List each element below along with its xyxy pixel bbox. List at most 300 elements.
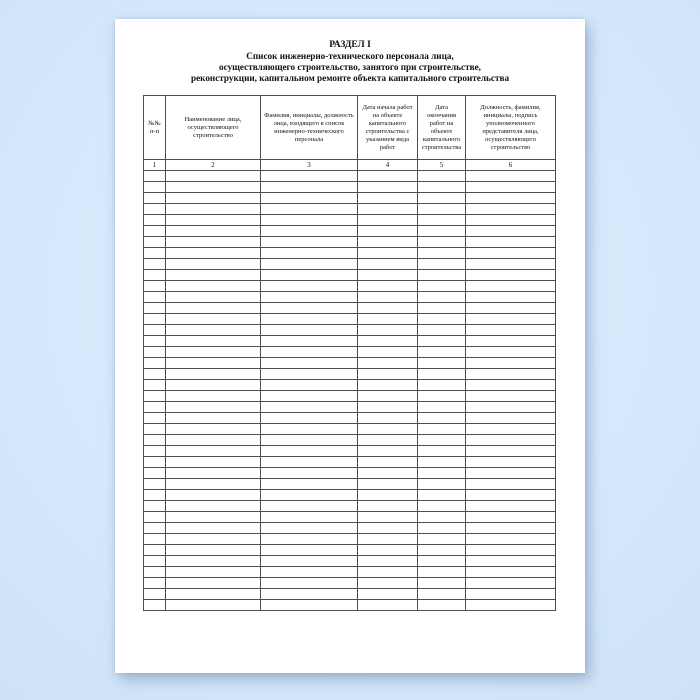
empty-cell bbox=[144, 325, 166, 336]
empty-cell bbox=[466, 534, 556, 545]
empty-cell bbox=[358, 468, 418, 479]
empty-cell bbox=[466, 446, 556, 457]
table-row bbox=[144, 479, 556, 490]
table-row bbox=[144, 303, 556, 314]
column-header-number: №№ п-п bbox=[144, 96, 166, 160]
empty-cell bbox=[466, 369, 556, 380]
empty-cell bbox=[144, 402, 166, 413]
column-number-cell: 6 bbox=[466, 160, 556, 171]
column-header-representative: Должность, фамилия, инициалы, подпись уполномоченного представителя лица, осуществляющего строительство bbox=[466, 96, 556, 160]
empty-cell bbox=[144, 578, 166, 589]
empty-cell bbox=[466, 523, 556, 534]
empty-cell bbox=[418, 248, 466, 259]
empty-cell bbox=[358, 369, 418, 380]
empty-cell bbox=[166, 314, 261, 325]
empty-cell bbox=[144, 369, 166, 380]
empty-cell bbox=[418, 215, 466, 226]
empty-cell bbox=[144, 534, 166, 545]
title-block bbox=[115, 40, 585, 84]
empty-cell bbox=[144, 435, 166, 446]
table-row bbox=[144, 468, 556, 479]
empty-cell bbox=[166, 589, 261, 600]
empty-cell bbox=[418, 270, 466, 281]
empty-cell bbox=[166, 182, 261, 193]
empty-cell bbox=[418, 556, 466, 567]
empty-cell bbox=[144, 479, 166, 490]
empty-cell bbox=[418, 424, 466, 435]
table-row bbox=[144, 457, 556, 468]
empty-cell bbox=[166, 270, 261, 281]
empty-cell bbox=[261, 171, 358, 182]
empty-cell bbox=[166, 215, 261, 226]
empty-cell bbox=[261, 600, 358, 611]
empty-cell bbox=[418, 512, 466, 523]
empty-cell bbox=[358, 600, 418, 611]
empty-cell bbox=[261, 325, 358, 336]
empty-cell bbox=[261, 369, 358, 380]
empty-cell bbox=[261, 391, 358, 402]
empty-cell bbox=[261, 534, 358, 545]
empty-cell bbox=[166, 281, 261, 292]
empty-cell bbox=[144, 248, 166, 259]
empty-cell bbox=[144, 336, 166, 347]
table-row bbox=[144, 435, 556, 446]
empty-cell bbox=[418, 347, 466, 358]
empty-cell bbox=[358, 347, 418, 358]
table-row bbox=[144, 446, 556, 457]
empty-cell bbox=[358, 578, 418, 589]
empty-cell bbox=[358, 325, 418, 336]
empty-cell bbox=[166, 226, 261, 237]
empty-cell bbox=[418, 501, 466, 512]
empty-cell bbox=[466, 380, 556, 391]
empty-cell bbox=[466, 303, 556, 314]
empty-cell bbox=[418, 259, 466, 270]
empty-cell bbox=[358, 248, 418, 259]
table-row bbox=[144, 281, 556, 292]
empty-cell bbox=[166, 567, 261, 578]
empty-cell bbox=[166, 248, 261, 259]
empty-cell bbox=[261, 336, 358, 347]
table-row bbox=[144, 600, 556, 611]
empty-cell bbox=[466, 292, 556, 303]
empty-cell bbox=[466, 215, 556, 226]
empty-cell bbox=[466, 182, 556, 193]
empty-cell bbox=[466, 248, 556, 259]
empty-cell bbox=[166, 457, 261, 468]
table-body bbox=[144, 160, 556, 611]
empty-cell bbox=[261, 578, 358, 589]
empty-cell bbox=[261, 215, 358, 226]
empty-cell bbox=[261, 512, 358, 523]
empty-cell bbox=[358, 589, 418, 600]
empty-cell bbox=[261, 589, 358, 600]
document-subtitle bbox=[115, 51, 585, 84]
empty-cell bbox=[144, 457, 166, 468]
empty-cell bbox=[144, 182, 166, 193]
empty-cell bbox=[466, 171, 556, 182]
table-row bbox=[144, 226, 556, 237]
empty-cell bbox=[261, 567, 358, 578]
empty-cell bbox=[166, 171, 261, 182]
empty-cell bbox=[358, 270, 418, 281]
empty-cell bbox=[144, 446, 166, 457]
empty-cell bbox=[358, 556, 418, 567]
empty-cell bbox=[418, 292, 466, 303]
column-header-personnel: Фамилия, инициалы, должность лица, входящего в список инженерно-технического персонала bbox=[261, 96, 358, 160]
empty-cell bbox=[166, 501, 261, 512]
column-number-cell: 1 bbox=[144, 160, 166, 171]
empty-cell bbox=[144, 226, 166, 237]
empty-cell bbox=[466, 347, 556, 358]
empty-cell bbox=[466, 237, 556, 248]
empty-cell bbox=[358, 534, 418, 545]
section-title: РАЗДЕЛ I bbox=[329, 40, 371, 50]
subtitle-line: Список инженерно-технического персонала лица, bbox=[246, 51, 454, 61]
empty-cell bbox=[418, 303, 466, 314]
empty-cell bbox=[466, 490, 556, 501]
empty-cell bbox=[418, 171, 466, 182]
column-number-row bbox=[144, 160, 556, 171]
empty-cell bbox=[466, 226, 556, 237]
table-header bbox=[144, 96, 556, 160]
empty-cell bbox=[166, 446, 261, 457]
empty-cell bbox=[144, 270, 166, 281]
empty-cell bbox=[358, 215, 418, 226]
table-row bbox=[144, 347, 556, 358]
empty-cell bbox=[144, 215, 166, 226]
table-row bbox=[144, 512, 556, 523]
empty-cell bbox=[418, 413, 466, 424]
empty-cell bbox=[418, 479, 466, 490]
empty-cell bbox=[418, 226, 466, 237]
empty-cell bbox=[466, 325, 556, 336]
personnel-table bbox=[143, 95, 556, 611]
empty-cell bbox=[358, 413, 418, 424]
empty-cell bbox=[261, 270, 358, 281]
empty-cell bbox=[358, 226, 418, 237]
empty-cell bbox=[358, 435, 418, 446]
empty-cell bbox=[261, 468, 358, 479]
empty-cell bbox=[144, 501, 166, 512]
empty-cell bbox=[166, 534, 261, 545]
subtitle-line: реконструкции, капитальном ремонте объекта капитального строительства bbox=[190, 73, 510, 83]
empty-cell bbox=[466, 567, 556, 578]
empty-cell bbox=[358, 292, 418, 303]
table-row bbox=[144, 534, 556, 545]
empty-cell bbox=[261, 303, 358, 314]
empty-cell bbox=[418, 534, 466, 545]
empty-cell bbox=[144, 512, 166, 523]
empty-cell bbox=[418, 380, 466, 391]
table-row bbox=[144, 171, 556, 182]
empty-cell bbox=[466, 501, 556, 512]
empty-cell bbox=[144, 490, 166, 501]
column-number-cell: 2 bbox=[166, 160, 261, 171]
empty-cell bbox=[144, 171, 166, 182]
table-row bbox=[144, 237, 556, 248]
empty-cell bbox=[358, 259, 418, 270]
empty-cell bbox=[466, 358, 556, 369]
empty-cell bbox=[144, 468, 166, 479]
empty-cell bbox=[166, 424, 261, 435]
empty-cell bbox=[418, 457, 466, 468]
empty-cell bbox=[418, 369, 466, 380]
table-row bbox=[144, 490, 556, 501]
empty-cell bbox=[261, 182, 358, 193]
table-row bbox=[144, 567, 556, 578]
empty-cell bbox=[358, 193, 418, 204]
empty-cell bbox=[466, 402, 556, 413]
empty-cell bbox=[166, 523, 261, 534]
empty-cell bbox=[466, 468, 556, 479]
empty-cell bbox=[418, 182, 466, 193]
empty-cell bbox=[418, 446, 466, 457]
table-row bbox=[144, 380, 556, 391]
empty-cell bbox=[261, 457, 358, 468]
empty-cell bbox=[358, 358, 418, 369]
empty-cell bbox=[166, 292, 261, 303]
empty-cell bbox=[144, 204, 166, 215]
empty-cell bbox=[358, 424, 418, 435]
empty-cell bbox=[166, 512, 261, 523]
empty-cell bbox=[261, 523, 358, 534]
empty-cell bbox=[358, 512, 418, 523]
empty-cell bbox=[358, 446, 418, 457]
header-row bbox=[144, 96, 556, 160]
empty-cell bbox=[418, 402, 466, 413]
empty-cell bbox=[166, 369, 261, 380]
empty-cell bbox=[166, 556, 261, 567]
empty-cell bbox=[166, 204, 261, 215]
empty-cell bbox=[418, 358, 466, 369]
empty-cell bbox=[418, 193, 466, 204]
empty-cell bbox=[358, 182, 418, 193]
empty-cell bbox=[166, 402, 261, 413]
document-page bbox=[115, 19, 585, 673]
empty-cell bbox=[261, 380, 358, 391]
empty-cell bbox=[358, 567, 418, 578]
empty-cell bbox=[166, 578, 261, 589]
column-header-start-date: Дата начала работ на объекте капитального строительства с указанием вида работ bbox=[358, 96, 418, 160]
empty-cell bbox=[166, 468, 261, 479]
empty-cell bbox=[144, 600, 166, 611]
empty-cell bbox=[358, 391, 418, 402]
empty-cell bbox=[261, 347, 358, 358]
table-row bbox=[144, 578, 556, 589]
empty-cell bbox=[261, 556, 358, 567]
empty-cell bbox=[466, 545, 556, 556]
table-row bbox=[144, 358, 556, 369]
table-row bbox=[144, 193, 556, 204]
empty-cell bbox=[418, 314, 466, 325]
empty-cell bbox=[466, 314, 556, 325]
empty-cell bbox=[418, 523, 466, 534]
empty-cell bbox=[144, 303, 166, 314]
empty-cell bbox=[261, 479, 358, 490]
empty-cell bbox=[144, 589, 166, 600]
empty-cell bbox=[418, 391, 466, 402]
empty-cell bbox=[418, 204, 466, 215]
empty-cell bbox=[466, 457, 556, 468]
empty-cell bbox=[261, 446, 358, 457]
empty-cell bbox=[166, 193, 261, 204]
empty-cell bbox=[144, 193, 166, 204]
empty-cell bbox=[418, 545, 466, 556]
empty-cell bbox=[418, 490, 466, 501]
empty-cell bbox=[144, 556, 166, 567]
empty-cell bbox=[358, 523, 418, 534]
empty-cell bbox=[166, 303, 261, 314]
empty-cell bbox=[418, 325, 466, 336]
empty-cell bbox=[144, 358, 166, 369]
table-row bbox=[144, 556, 556, 567]
empty-cell bbox=[261, 226, 358, 237]
column-number-cell: 4 bbox=[358, 160, 418, 171]
empty-cell bbox=[358, 479, 418, 490]
empty-cell bbox=[466, 435, 556, 446]
table-row bbox=[144, 325, 556, 336]
table-row bbox=[144, 501, 556, 512]
table-row bbox=[144, 391, 556, 402]
empty-cell bbox=[358, 402, 418, 413]
empty-cell bbox=[144, 424, 166, 435]
empty-cell bbox=[466, 512, 556, 523]
empty-cell bbox=[166, 237, 261, 248]
table-row bbox=[144, 523, 556, 534]
empty-cell bbox=[144, 347, 166, 358]
empty-cell bbox=[466, 193, 556, 204]
empty-cell bbox=[144, 567, 166, 578]
empty-cell bbox=[418, 578, 466, 589]
empty-cell bbox=[166, 380, 261, 391]
column-header-end-date: Дата окончания работ на объекте капитального строительства bbox=[418, 96, 466, 160]
column-number-cell: 3 bbox=[261, 160, 358, 171]
empty-cell bbox=[466, 600, 556, 611]
empty-cell bbox=[144, 281, 166, 292]
empty-cell bbox=[166, 336, 261, 347]
empty-cell bbox=[261, 402, 358, 413]
table-row bbox=[144, 292, 556, 303]
empty-cell bbox=[358, 380, 418, 391]
empty-cell bbox=[358, 303, 418, 314]
empty-cell bbox=[144, 380, 166, 391]
table-row bbox=[144, 182, 556, 193]
empty-cell bbox=[166, 600, 261, 611]
empty-cell bbox=[166, 413, 261, 424]
empty-cell bbox=[358, 501, 418, 512]
empty-cell bbox=[261, 204, 358, 215]
empty-cell bbox=[261, 193, 358, 204]
empty-cell bbox=[261, 281, 358, 292]
empty-cell bbox=[144, 391, 166, 402]
table-row bbox=[144, 215, 556, 226]
empty-cell bbox=[418, 589, 466, 600]
empty-cell bbox=[261, 358, 358, 369]
empty-cell bbox=[261, 501, 358, 512]
empty-cell bbox=[261, 259, 358, 270]
table-row bbox=[144, 259, 556, 270]
empty-cell bbox=[418, 435, 466, 446]
empty-cell bbox=[418, 336, 466, 347]
empty-cell bbox=[466, 204, 556, 215]
empty-cell bbox=[166, 347, 261, 358]
empty-cell bbox=[358, 490, 418, 501]
empty-cell bbox=[466, 479, 556, 490]
empty-cell bbox=[418, 600, 466, 611]
table-row bbox=[144, 413, 556, 424]
empty-cell bbox=[144, 259, 166, 270]
empty-cell bbox=[166, 490, 261, 501]
empty-cell bbox=[466, 578, 556, 589]
table-row bbox=[144, 589, 556, 600]
empty-cell bbox=[358, 336, 418, 347]
empty-cell bbox=[358, 237, 418, 248]
empty-cell bbox=[166, 391, 261, 402]
column-number-cell: 5 bbox=[418, 160, 466, 171]
empty-cell bbox=[358, 281, 418, 292]
empty-cell bbox=[466, 281, 556, 292]
empty-cell bbox=[358, 314, 418, 325]
empty-cell bbox=[466, 270, 556, 281]
empty-cell bbox=[261, 545, 358, 556]
empty-cell bbox=[166, 259, 261, 270]
table-row bbox=[144, 270, 556, 281]
empty-cell bbox=[261, 435, 358, 446]
empty-cell bbox=[358, 204, 418, 215]
empty-cell bbox=[358, 171, 418, 182]
empty-cell bbox=[166, 479, 261, 490]
empty-cell bbox=[166, 435, 261, 446]
empty-cell bbox=[466, 556, 556, 567]
table-row bbox=[144, 314, 556, 325]
empty-cell bbox=[261, 314, 358, 325]
empty-cell bbox=[261, 237, 358, 248]
table-row bbox=[144, 402, 556, 413]
empty-cell bbox=[466, 413, 556, 424]
empty-cell bbox=[261, 248, 358, 259]
empty-cell bbox=[261, 424, 358, 435]
empty-cell bbox=[144, 523, 166, 534]
empty-cell bbox=[358, 545, 418, 556]
empty-cell bbox=[144, 292, 166, 303]
table-row bbox=[144, 336, 556, 347]
empty-cell bbox=[144, 314, 166, 325]
empty-cell bbox=[144, 413, 166, 424]
empty-cell bbox=[261, 490, 358, 501]
column-header-builder-name: Наименование лица, осуществляющего строительство bbox=[166, 96, 261, 160]
empty-cell bbox=[144, 237, 166, 248]
subtitle-line: осуществляющего строительство, занятого при строительстве, bbox=[219, 62, 481, 72]
empty-cell bbox=[166, 358, 261, 369]
table-row bbox=[144, 545, 556, 556]
empty-cell bbox=[261, 292, 358, 303]
empty-cell bbox=[418, 237, 466, 248]
table-row bbox=[144, 204, 556, 215]
empty-cell bbox=[466, 259, 556, 270]
empty-cell bbox=[418, 567, 466, 578]
empty-cell bbox=[466, 424, 556, 435]
empty-cell bbox=[166, 325, 261, 336]
empty-cell bbox=[144, 545, 166, 556]
empty-cell bbox=[418, 468, 466, 479]
empty-cell bbox=[466, 589, 556, 600]
empty-cell bbox=[166, 545, 261, 556]
table-row bbox=[144, 248, 556, 259]
empty-cell bbox=[358, 457, 418, 468]
empty-cell bbox=[418, 281, 466, 292]
empty-cell bbox=[261, 413, 358, 424]
